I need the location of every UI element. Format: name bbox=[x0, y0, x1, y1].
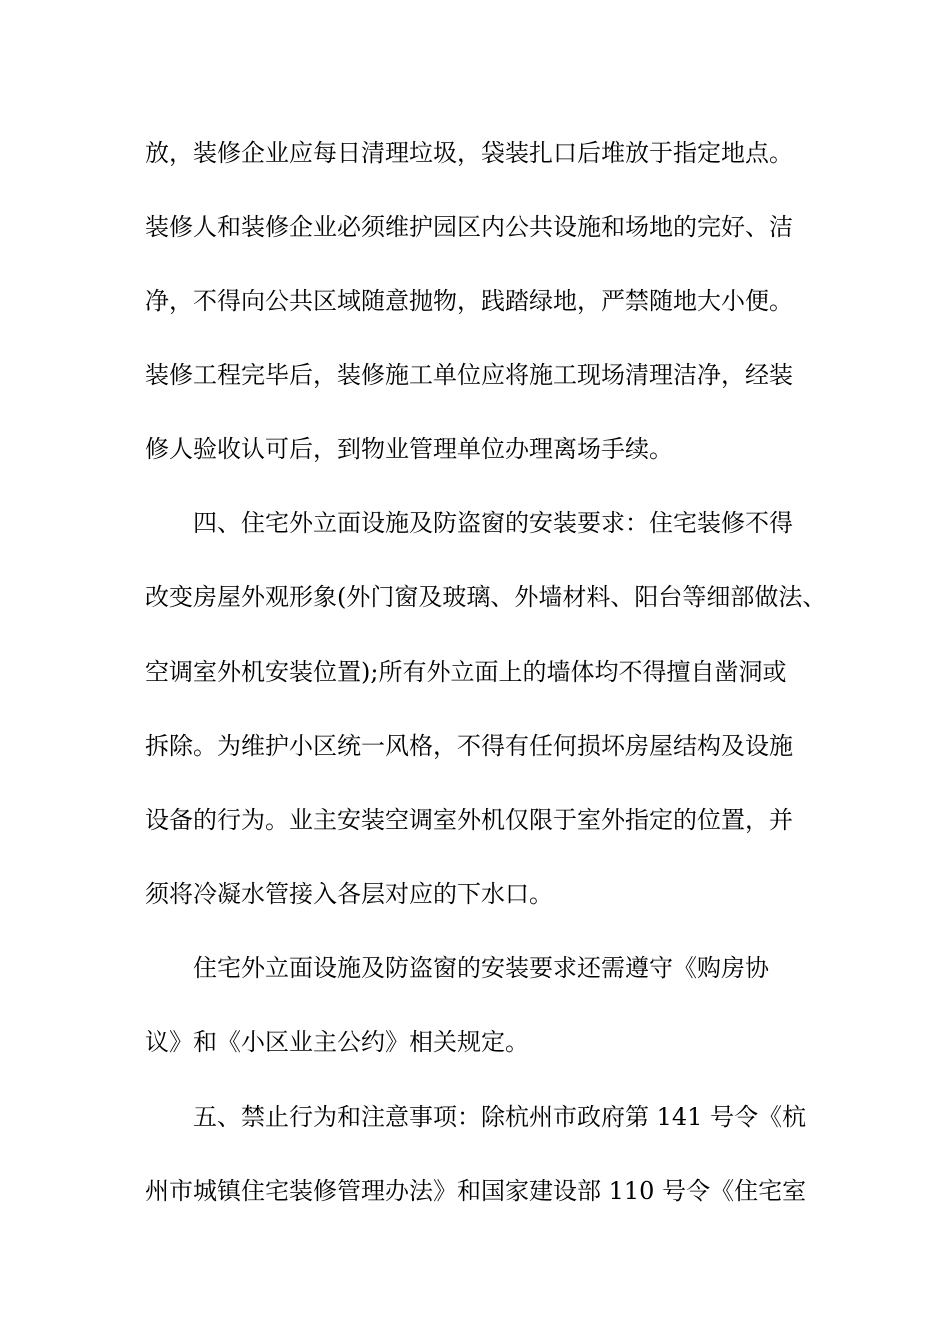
text-line: 装修工程完毕后，装修施工单位应将施工现场清理洁净，经装 bbox=[145, 361, 793, 389]
text-line: 议》和《小区业主公约》相关规定。 bbox=[145, 1028, 529, 1056]
text-line: 装修人和装修企业必须维护园区内公共设施和场地的完好、洁 bbox=[145, 213, 793, 241]
section-heading-line: 五、禁止行为和注意事项：除杭州市政府第 141 号令《杭 bbox=[193, 1103, 807, 1131]
text-line: 空调室外机安装位置);所有外立面上的墙体均不得擅自凿洞或 bbox=[145, 658, 787, 686]
text-line: 修人验收认可后，到物业管理单位办理离场手续。 bbox=[145, 435, 673, 463]
text-line: 拆除。为维护小区统一风格，不得有任何损坏房屋结构及设施 bbox=[145, 732, 793, 760]
text-line: 放，装修企业应每日清理垃圾，袋装扎口后堆放于指定地点。 bbox=[145, 139, 793, 167]
paragraph-start-line: 住宅外立面设施及防盗窗的安装要求还需遵守《购房协 bbox=[193, 954, 769, 982]
text-line: 改变房屋外观形象(外门窗及玻璃、外墙材料、阳台等细部做法、 bbox=[145, 583, 827, 611]
text-line: 设备的行为。业主安装空调室外机仅限于室外指定的位置，并 bbox=[145, 806, 793, 834]
text-line: 须将冷凝水管接入各层对应的下水口。 bbox=[145, 880, 553, 908]
text-line: 州市城镇住宅装修管理办法》和国家建设部 110 号令《住宅室 bbox=[145, 1177, 807, 1205]
section-heading-line: 四、住宅外立面设施及防盗窗的安装要求：住宅装修不得 bbox=[193, 509, 793, 537]
text-line: 净，不得向公共区域随意抛物，践踏绿地，严禁随地大小便。 bbox=[145, 287, 793, 315]
